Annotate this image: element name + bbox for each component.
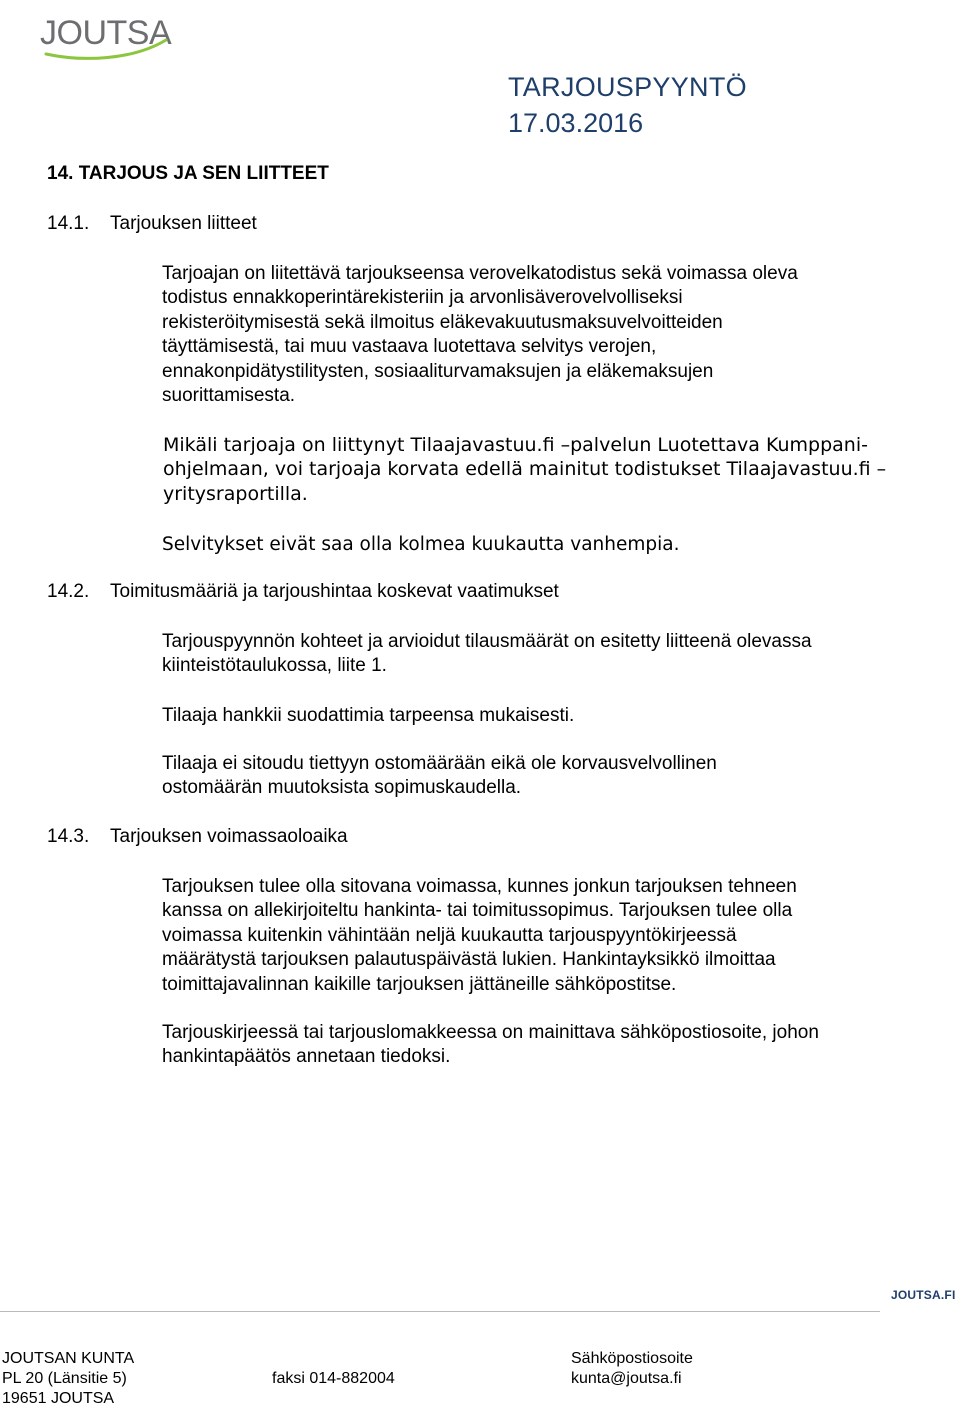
paragraph-offer-validity — [162, 875, 922, 997]
paragraph-line: todistus ennakkoperintärekisteriin ja arvonlisäverovelvolliseksi — [162, 287, 683, 309]
paragraph-line: Tarjouspyynnön kohteet ja arvioidut tilausmäärät on esitetty liitteenä olevassa — [162, 631, 812, 652]
subsection-number: 14.3. — [47, 826, 90, 847]
subsection-heading-14-1 — [47, 213, 257, 235]
footer-postal: 19651 JOUTSA — [2, 1390, 115, 1407]
paragraph-commitment — [162, 752, 922, 801]
footer-address: PL 20 (Länsitie 5) — [2, 1370, 127, 1387]
paragraph-line: Tarjouksen tulee olla sitovana voimassa, kunnes jonkun tarjouksen tehneen — [162, 876, 797, 897]
subsection-title: Tarjouksen liitteet — [110, 213, 257, 234]
paragraph-line: ohjelmaan, voi tarjoaja korvata edellä mainitut todistukset Tilaajavastuu.fi – — [163, 458, 887, 481]
paragraph-line: kiinteistötaulukossa, liite 1. — [162, 655, 387, 677]
footer-org-name: JOUTSAN KUNTA — [2, 1350, 135, 1367]
paragraph-line: toimittajavalinnan kaikille tarjouksen jättäneille sähköpostitse. — [162, 973, 677, 995]
paragraph-line: Tilaaja ei sitoudu tiettyyn ostomäärään eikä ole korvausvelvollinen — [162, 753, 717, 774]
paragraph-email-requirement — [162, 1021, 922, 1070]
logo-wordmark: JOUTSA — [40, 14, 172, 52]
footer-fax: faksi 014-882004 — [272, 1370, 395, 1387]
paragraph-line: kanssa on allekirjoiteltu hankinta- tai toimitussopimus. Tarjouksen tulee olla — [162, 900, 793, 922]
footer-logo: JOUTSA.FI — [891, 1288, 956, 1302]
paragraph-line: hankintapäätös annetaan tiedoksi. — [162, 1046, 451, 1068]
subsection-number: 14.1. — [47, 213, 90, 234]
section-heading: 14. TARJOUS JA SEN LIITTEET — [47, 163, 329, 184]
joutsa-logo — [38, 10, 178, 70]
paragraph-line: täyttämisestä, tai muu vastaava luotettava selvitys verojen, — [162, 336, 657, 358]
paragraph-line: Tarjouskirjeessä tai tarjouslomakkeessa on mainittava sähköpostiosoite, johon — [162, 1022, 819, 1043]
subsection-number: 14.2. — [47, 581, 90, 602]
subsection-title: Tarjouksen voimassaoloaika — [110, 826, 348, 847]
paragraph-line: rekisteröitymisestä sekä ilmoitus eläkevakuutusmaksuvelvoitteiden — [162, 311, 723, 333]
paragraph-tilaajavastuu — [163, 433, 893, 506]
paragraph-line: Tarjoajan on liitettävä tarjoukseensa verovelkatodistus sekä voimassa oleva — [162, 263, 798, 284]
paragraph-line: ennakonpidätystilitysten, sosiaaliturvamaksujen ja eläkemaksujen — [162, 360, 714, 382]
paragraph-validity-note: Selvitykset eivät saa olla kolmea kuukautta vanhempia. — [162, 534, 680, 555]
paragraph-filters: Tilaaja hankkii suodattimia tarpeensa mukaisesti. — [162, 705, 575, 726]
subsection-title: Toimitusmääriä ja tarjoushintaa koskevat vaatimukset — [110, 581, 559, 602]
paragraph-line: yritysraportilla. — [163, 482, 308, 505]
paragraph-line: voimassa kuitenkin vähintään neljä kuukautta tarjouspyyntökirjeessä — [162, 924, 737, 946]
paragraph-line: Mikäli tarjoaja on liittynyt Tilaajavastuu.fi –palvelun Luotettava Kumppani- — [163, 434, 868, 456]
subsection-heading-14-2 — [47, 581, 559, 603]
footer-email[interactable]: kunta@joutsa.fi — [571, 1370, 682, 1387]
document-date: 17.03.2016 — [508, 108, 644, 138]
document-title: TARJOUSPYYNTÖ — [508, 72, 747, 102]
subsection-heading-14-3 — [47, 826, 348, 848]
paragraph-line: ostomäärän muutoksista sopimuskaudella. — [162, 777, 522, 799]
footer-email-label: Sähköpostiosoite — [571, 1350, 693, 1367]
paragraph-line: määrätystä tarjouksen palautuspäivästä lukien. Hankintayksikkö ilmoittaa — [162, 949, 776, 971]
paragraph-attachments — [162, 262, 922, 408]
paragraph-line: suorittamisesta. — [162, 385, 296, 407]
footer-divider — [0, 1311, 880, 1312]
joutsa-logo-mark — [38, 10, 178, 70]
paragraph-quantities — [162, 630, 922, 679]
